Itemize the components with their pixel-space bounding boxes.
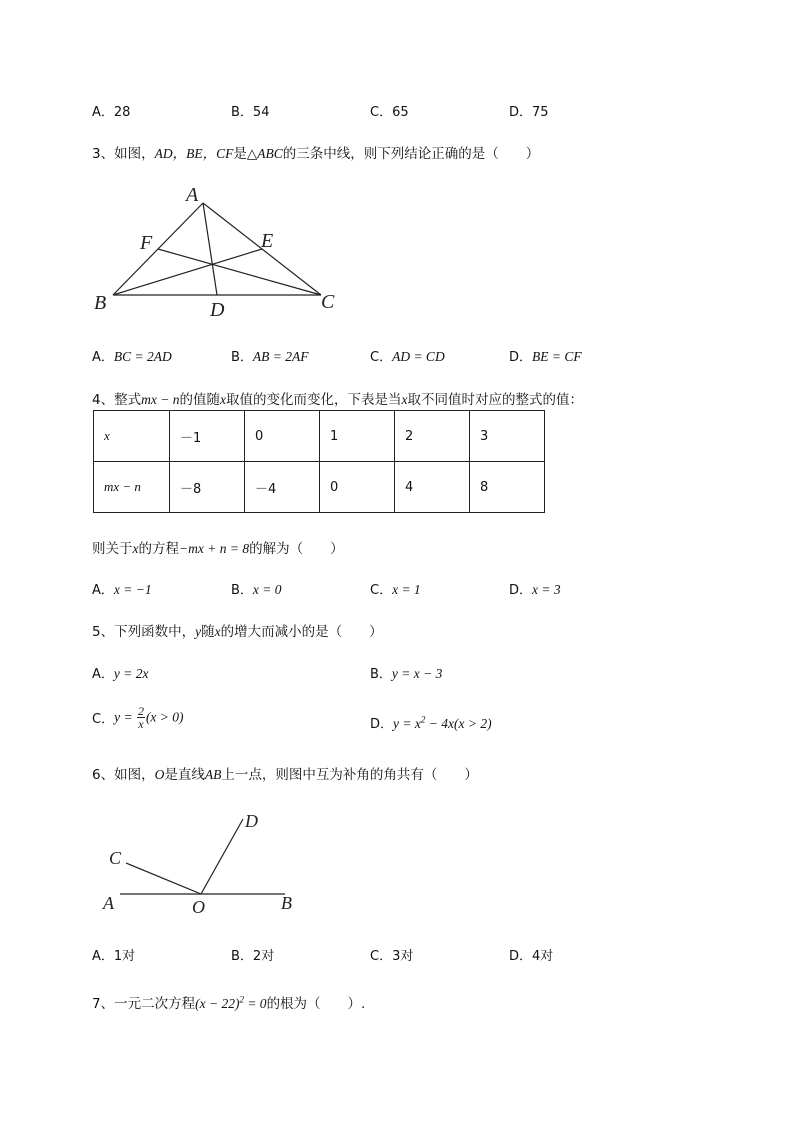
option-text: y = 2x [113, 666, 149, 681]
q4-mid1: 的值随 [179, 392, 220, 408]
option-text: x = −1 [113, 582, 152, 597]
option-condition: (x > 2) [453, 716, 492, 731]
option-text: 54 [252, 105, 270, 120]
label-o: O [192, 897, 205, 917]
q3-suffix: 的三条中线，则下列结论正确的是（ ） [282, 146, 540, 162]
q5-prefix: 5、下列函数中， [92, 624, 196, 640]
q5-stem [92, 620, 383, 640]
q6-option-b [231, 945, 274, 964]
option-letter: C． [370, 583, 393, 598]
q3-mid: 是△ [233, 146, 258, 162]
q6-option-a [92, 945, 135, 964]
q3-triangle-figure [85, 178, 355, 323]
q4-option-a [92, 579, 152, 598]
option-letter: B． [231, 350, 253, 365]
q6-line-ab: AB [204, 767, 222, 782]
q6-option-d [509, 945, 553, 964]
fraction [137, 705, 145, 730]
q3-option-a [92, 346, 172, 365]
q4-option-d [509, 579, 561, 598]
q2-option-b [231, 101, 269, 120]
option-text: x = 3 [532, 582, 561, 597]
table-cell: 8 [470, 462, 545, 513]
q3-prefix: 3、如图， [92, 146, 155, 162]
q5-option-b [370, 663, 442, 682]
q7-rhs: = 0 [243, 996, 267, 1011]
q2-option-a [92, 101, 130, 120]
q6-prefix: 6、如图， [92, 767, 155, 783]
label-e: E [261, 230, 274, 252]
option-letter: C． [92, 712, 115, 727]
table-cell: 2 [395, 411, 470, 462]
option-text: AB = 2AF [252, 349, 309, 364]
option-text: BC = 2AD [113, 349, 172, 364]
ray-oc [126, 863, 201, 894]
label-c: C [321, 291, 335, 313]
q6-angle-figure [95, 805, 310, 920]
q2-option-d [509, 101, 549, 120]
option-text: 2对 [252, 949, 275, 964]
q4-question-prefix: 则关于 [92, 541, 133, 557]
option-letter: B． [231, 583, 253, 598]
label-b: B [281, 893, 292, 913]
fraction-numerator: 2 [137, 704, 144, 718]
q4-question-suffix: 的解为（ ） [249, 541, 344, 557]
option-text: 4对 [532, 949, 554, 964]
table-cell: 1 [320, 411, 395, 462]
option-letter: D． [509, 949, 533, 964]
q5-mid: 随 [201, 624, 215, 640]
table-cell: 0 [320, 462, 395, 513]
q2-option-c [370, 101, 409, 120]
q5-option-a [92, 663, 149, 682]
median-ad [203, 203, 217, 295]
label-f: F [140, 232, 153, 254]
option-letter: C． [370, 105, 393, 120]
option-letter: C． [370, 350, 393, 365]
table-cell: －1 [170, 411, 245, 462]
q6-point-o: O [154, 767, 165, 782]
table-cell: －4 [245, 462, 320, 513]
option-text: 1对 [113, 949, 136, 964]
q5-option-d [370, 713, 492, 732]
option-letter: D． [509, 350, 533, 365]
q5-suffix: 的增大而减小的是（ ） [220, 624, 383, 640]
option-text: 65 [392, 105, 409, 120]
q4-stem [92, 388, 583, 408]
q4-prefix: 4、整式 [92, 392, 142, 408]
q7-exponent: 2 [239, 994, 244, 1005]
option-letter: D． [509, 583, 533, 598]
q3-stem [92, 142, 539, 162]
label-b: B [94, 292, 107, 314]
q4-suffix: 取不同值时对应的整式的值： [407, 392, 583, 408]
label-a: A [103, 893, 114, 913]
fraction-denominator: x [138, 717, 144, 731]
table-cell: 4 [395, 462, 470, 513]
option-exponent: 2 [420, 714, 426, 725]
option-letter: A． [92, 667, 114, 682]
q4-mid2: 取值的变化而变化，下表是当 [225, 392, 402, 408]
table-cell: x [94, 411, 170, 462]
q7-expression: (x − 22) [195, 996, 240, 1011]
q7-stem [92, 992, 365, 1012]
table-cell: 3 [470, 411, 545, 462]
q6-mid: 是直线 [164, 767, 205, 783]
option-text: 75 [532, 105, 549, 120]
q4-question-var: x [132, 541, 139, 556]
option-lhs: y = [114, 709, 136, 725]
option-letter: B． [370, 667, 392, 682]
option-text: AD = CD [392, 349, 445, 364]
q4-option-b [231, 579, 282, 598]
q4-equation: −mx + n = 8 [179, 541, 250, 556]
option-letter: C． [370, 949, 393, 964]
q3-medians: AD，BE，CF [154, 146, 234, 161]
option-text: BE = CF [532, 349, 582, 364]
q3-option-c [370, 346, 445, 365]
option-letter: A． [92, 105, 114, 120]
q4-question [92, 537, 344, 557]
q4-expression: mx − n [141, 392, 180, 407]
q6-option-c [370, 945, 413, 964]
option-text: x = 0 [252, 582, 282, 597]
table-cell: mx − n [94, 462, 170, 513]
option-letter: A． [92, 350, 114, 365]
option-text: x = 1 [392, 582, 421, 597]
q7-suffix: 的根为（ ）. [266, 996, 366, 1012]
q4-variable-2: x [401, 392, 408, 407]
option-lhs: y = x [393, 716, 421, 731]
label-d: D [245, 811, 258, 831]
option-text: 28 [113, 105, 131, 120]
table-cell: －8 [170, 462, 245, 513]
option-rest: − 4x [425, 716, 454, 731]
option-letter: B． [231, 105, 253, 120]
q5-x: x [214, 624, 221, 639]
q3-triangle-name: ABC [257, 146, 283, 161]
label-d: D [210, 299, 225, 321]
option-letter: A． [92, 583, 114, 598]
q4-question-mid: 的方程 [138, 541, 179, 557]
q4-value-table [93, 410, 545, 513]
table-row-expression [94, 462, 545, 513]
q5-y: y [195, 624, 202, 639]
q7-prefix: 7、一元二次方程 [92, 996, 196, 1012]
q6-stem [92, 763, 478, 783]
option-letter: A． [92, 949, 114, 964]
option-letter: D． [370, 717, 394, 732]
table-cell: 0 [245, 411, 320, 462]
option-condition: (x > 0) [145, 709, 184, 725]
option-text: 3对 [392, 949, 414, 964]
q3-option-d [509, 346, 582, 365]
ray-od [201, 819, 243, 894]
q5-option-c [92, 705, 184, 730]
q6-suffix: 上一点，则图中互为补角的角共有（ ） [221, 767, 478, 783]
table-row-x [94, 411, 545, 462]
option-text: y = x − 3 [391, 666, 443, 681]
q4-option-c [370, 579, 421, 598]
option-letter: D． [509, 105, 533, 120]
label-a: A [186, 184, 199, 206]
label-c: C [109, 848, 122, 868]
q4-variable: x [219, 392, 226, 407]
q3-option-b [231, 346, 309, 365]
option-letter: B． [231, 949, 253, 964]
